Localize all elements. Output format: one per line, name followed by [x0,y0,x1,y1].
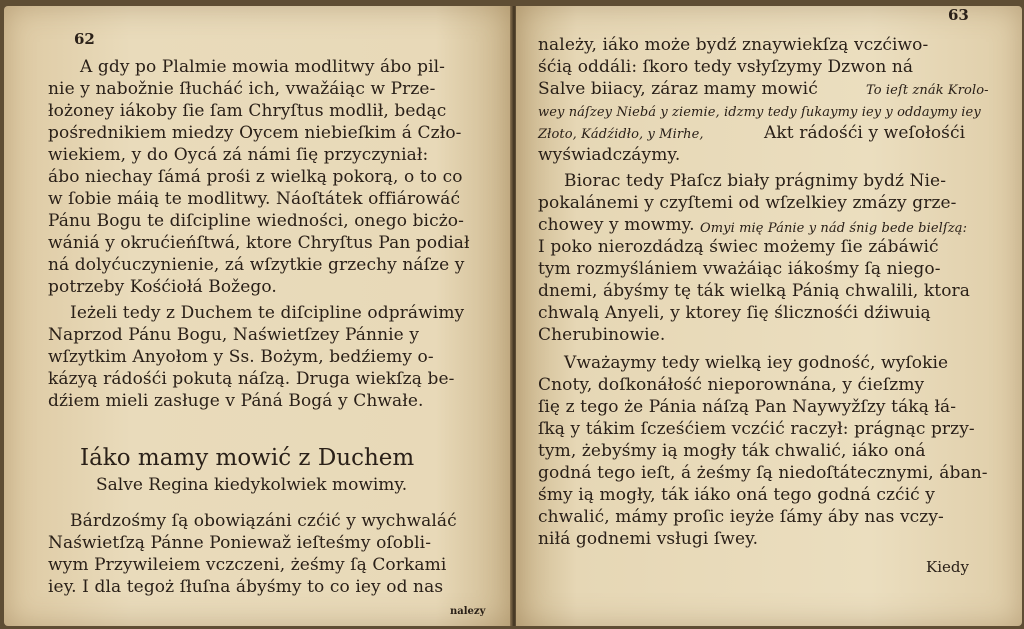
text-line: Cnoty, doſkonáłość nieporownána, y ćieſzmy [538,375,925,395]
text-line: wiekiem, y do Oycá zá námi ſię przyczyniał: [48,145,429,165]
text-line: chwalą Anyeli, y ktorey ſię ślicznośći dźiwuią [538,303,931,323]
text-line: wániá y okrućieńſtwá, ktore Chryſtus Pan podiał [48,233,470,253]
catchword-left: nalezy [450,606,486,617]
text-line: dźiem mieli zasługe v Páná Bogá y Chwałe. [48,391,424,411]
italic-text: To ieſt znák Krolo- [866,83,989,98]
text-line: potrzeby Kośćiołá Božego. [48,277,277,297]
text-line: nie y nabožnie ſłucháć ich, vwažáiąc w Prze- [48,79,436,99]
text-line: Pánu Bogu te diſcipline wiedności, onego bicżo- [48,211,464,231]
right-page [516,6,1022,626]
text-line: ſką y tákim ſcześćiem vczćić raczył: prágnąc przy- [538,419,975,439]
page-number-right: 63 [948,6,969,24]
text-line: pokalánemi y czyſtemi od wſzelkiey zmázy grze- [538,193,957,213]
section-subheading: Salve Regina kiedykolwiek mowimy. [96,475,408,495]
text-line: Salve biiacy, záraz mamy mowić [538,79,818,99]
text-line: tym rozmyślániem vważáiąc iákośmy ſą niego- [538,259,941,279]
text-line: A gdy po Plalmie mowia modlitwy ábo pil- [80,57,445,77]
text-line: pośrednikiem miedzy Oycem niebieſkim á Czło- [48,123,462,143]
text-line: w ſobie máią te modlitwy. Náoſtátek offiárowáć [48,189,461,209]
text-line: wym Przywileiem vczczeni, żeśmy ſą Corkami [48,555,447,575]
text-line: śćią oddáli: ſkoro tedy vsłyſzymy Dzwon ná [538,57,914,77]
text-line: godná tego ieſt, á żeśmy ſą niedoſtátecznymi, ában- [538,463,988,483]
text-line: Bárdzośmy ſą obowiązáni czćić y wychwaláć [70,511,457,531]
left-page [4,6,512,626]
text-line: kázyą rádośći pokutą náſzą. Druga wiekſzą be- [48,369,455,389]
text-line: Akt rádośći y weſołośći [764,123,966,143]
text-line: Vważaymy tedy wielką iey godność, wyſokie [564,353,949,373]
text-line: ſię z tego że Pánia náſzą Pan Naywyžſzy táką łá- [538,397,957,417]
text-line: iey. I dla tegoż ſłuſna ábyśmy to co iey od nas [48,577,444,597]
italic-text: wey náſzey Niebá y ziemie, idzmy tedy ſukaymy iey y oddaymy iey [538,105,981,120]
text-line: tym, żebyśmy ią mogły ták chwalić, iáko oná [538,441,926,461]
text-line: ná dolyćuczynienie, zá wſzytkie grzechy náſze y [48,255,465,275]
italic-text: Omyi mię Pánie y nád śnig bede bielſzą: [700,221,968,236]
text-line: Biorac tedy Płaſcz biały prágnimy bydź Nie- [564,171,947,191]
text-line: chowey y mowmy. [538,215,695,235]
section-heading: Iáko mamy mowić z Duchem [80,445,415,471]
text-line: I poko nierozdádzą świec możemy ſie zábáwić [538,237,939,257]
italic-text: Złoto, Kádźidło, y Mirhe, [538,127,704,142]
text-line: chwalić, mámy proſic ieyże ſámy áby nas vczy- [538,507,944,527]
text-line: łożoney iákoby ſie ſam Chryſtus modlił, bedąc [48,101,447,121]
text-line: ábo niechay ſámá prośi z wielką pokorą, o to co [48,167,463,187]
text-line: wſzytkim Anyołom y Ss. Bożym, bedźiemy o- [48,347,434,367]
text-line: dnemi, ábyśmy tę ták wielką Pánią chwalili, ktora [538,281,970,301]
text-line: Naprzod Pánu Bogu, Naświetſzey Pánnie y [48,325,420,345]
text-line: Cherubinowie. [538,325,666,345]
catchword-right: Kiedy [926,558,969,576]
text-line: Ieżeli tedy z Duchem te diſcipline odpráwimy [70,303,465,323]
page-number-left: 62 [74,30,95,48]
text-line: śmy ią mogły, ták iáko oná tego godná czćić y [538,485,936,505]
text-line: należy, iáko może bydź znaywiekſzą vczćiwo- [538,35,929,55]
text-line: wyświadczáymy. [538,145,681,165]
text-line: Naświetſzą Pánne Poniewaž ieſteśmy oſobli- [48,533,432,553]
text-line: niłá godnemi vsługi ſwey. [538,529,759,549]
